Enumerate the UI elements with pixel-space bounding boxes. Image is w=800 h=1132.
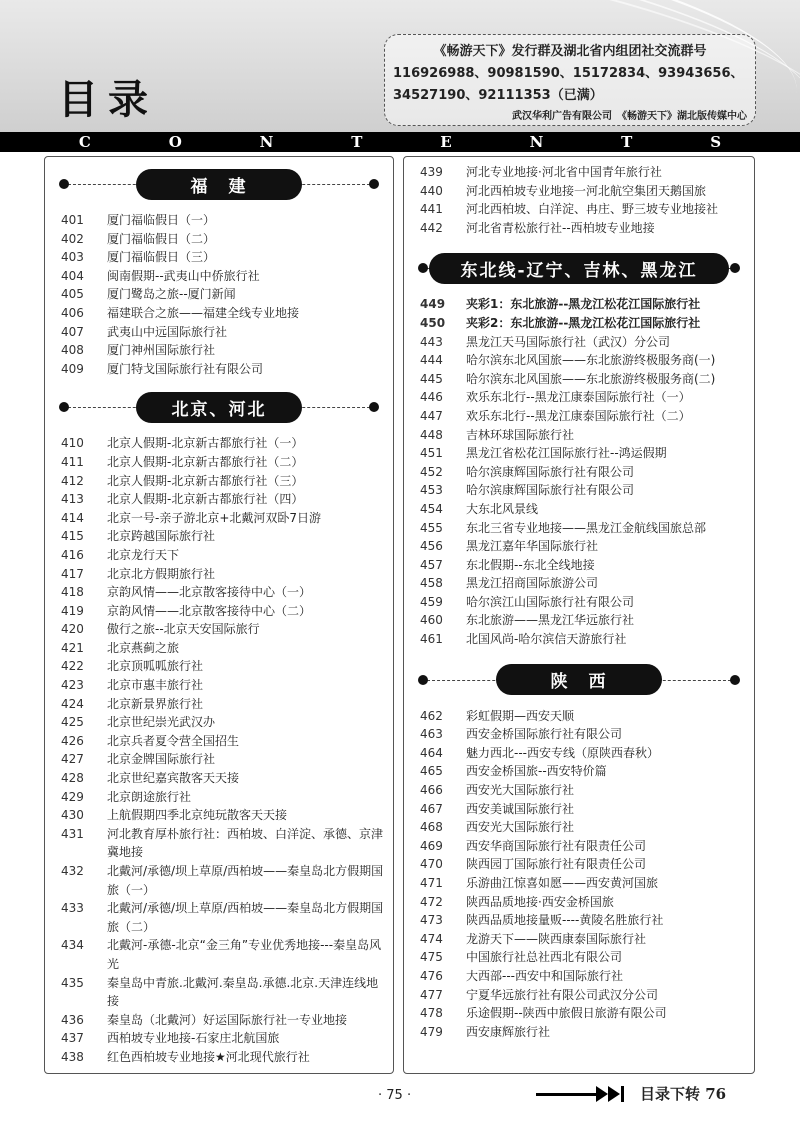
toc-entry[interactable] <box>45 285 393 304</box>
entry-title: 武夷山中远国际旅行社 <box>107 324 228 339</box>
toc-entry[interactable] <box>404 163 754 182</box>
toc-entry[interactable] <box>404 463 754 482</box>
entry-title: 厦门福临假日（二） <box>107 231 216 246</box>
toc-entry[interactable] <box>404 407 754 426</box>
bullet-dot-icon <box>418 263 428 273</box>
toc-entry[interactable] <box>45 899 393 936</box>
entry-page-number: 407 <box>61 324 84 339</box>
toc-entry[interactable] <box>404 725 754 744</box>
bullet-dot-icon <box>418 675 428 685</box>
entry-title: 北京市惠丰旅行社 <box>107 678 204 693</box>
toc-entry[interactable] <box>404 911 754 930</box>
entry-title: 北京金牌国际旅行社 <box>107 752 216 767</box>
entry-page-number: 459 <box>420 594 443 609</box>
entry-title: 北京燕蓟之旅 <box>107 640 180 655</box>
entry-page-number: 428 <box>61 771 84 786</box>
contents-letter: N <box>529 133 544 151</box>
info-line-3: 34527190、92111353（已满） <box>393 88 603 103</box>
entry-page-number: 414 <box>61 510 84 525</box>
entry-title: 北京人假期-北京新古都旅行社（二） <box>107 454 304 469</box>
toc-entry[interactable] <box>45 546 393 565</box>
entry-page-number: 434 <box>61 938 84 953</box>
entry-title: 夹彩1：东北旅游--黑龙江松花江国际旅行社 <box>466 297 701 312</box>
entry-page-number: 411 <box>61 454 84 469</box>
entry-page-number: 419 <box>61 603 84 618</box>
entry-page-number: 470 <box>420 857 443 872</box>
toc-entry[interactable] <box>404 855 754 874</box>
entry-title: 黑龙江省松花江国际旅行社--鸿运假期 <box>466 446 667 461</box>
toc-entry[interactable] <box>45 620 393 639</box>
bullet-dot-icon <box>730 263 740 273</box>
entry-title: 陕西品质地接量贩----黄陵名胜旅行社 <box>466 913 664 928</box>
entry-page-number: 451 <box>420 446 443 461</box>
entry-title: 秦皇岛（北戴河）好运国际旅行社一专业地接 <box>107 1012 348 1027</box>
entry-page-number: 412 <box>61 473 84 488</box>
toc-entry[interactable] <box>45 936 393 973</box>
entry-title: 龙游天下——陕西康泰国际旅行社 <box>466 931 647 946</box>
toc-entry[interactable] <box>45 974 393 1011</box>
toc-entry[interactable] <box>45 1048 393 1067</box>
toc-entry[interactable] <box>45 713 393 732</box>
entry-title: 西柏坡专业地接-石家庄北航国旅 <box>107 1031 280 1046</box>
entry-title: 河北省青松旅行社--西柏坡专业地接 <box>466 220 655 235</box>
entry-page-number: 403 <box>61 250 84 265</box>
entry-page-number: 460 <box>420 613 443 628</box>
entry-page-number: 439 <box>420 165 443 179</box>
entry-title: 北戴河/承德/坝上草原/西柏坡——秦皇岛北方假期国旅（二） <box>107 901 384 934</box>
entry-page-number: 441 <box>420 202 443 217</box>
contents-letter: S <box>710 133 722 151</box>
toc-entry[interactable] <box>404 556 754 575</box>
toc-entry[interactable] <box>404 1023 754 1042</box>
toc-entry[interactable] <box>404 893 754 912</box>
entry-title: 傲行之旅--北京天安国际旅行 <box>107 622 260 637</box>
toc-entry[interactable] <box>404 818 754 837</box>
entry-title: 哈尔滨东北风国旅——东北旅游终极服务商(一) <box>466 353 716 368</box>
entry-page-number: 465 <box>420 764 443 779</box>
entry-title: 哈尔滨康辉国际旅行社有限公司 <box>466 464 635 479</box>
toc-entry[interactable] <box>45 267 393 286</box>
toc-entry[interactable] <box>45 248 393 267</box>
entry-page-number: 442 <box>420 220 443 235</box>
bullet-dot-icon <box>730 675 740 685</box>
contents-letter: C <box>78 133 91 151</box>
entry-title: 厦门神州国际旅行社 <box>107 343 216 358</box>
entry-page-number: 446 <box>420 390 443 405</box>
toc-entry[interactable] <box>45 695 393 714</box>
entry-page-number: 415 <box>61 529 84 544</box>
toc-entry[interactable] <box>404 574 754 593</box>
toc-entry[interactable] <box>45 527 393 546</box>
entry-title: 西安光大国际旅行社 <box>466 783 575 798</box>
entry-page-number: 425 <box>61 715 84 730</box>
entry-title: 东北旅游——黑龙江华远旅行社 <box>466 613 635 628</box>
toc-entry[interactable] <box>404 537 754 556</box>
entry-title: 中国旅行社总社西北有限公司 <box>466 950 623 965</box>
entry-page-number: 417 <box>61 566 84 581</box>
toc-entry[interactable] <box>45 639 393 658</box>
page-title: 目录 <box>58 76 158 123</box>
entry-title: 西安康辉旅行社 <box>466 1024 551 1039</box>
entry-page-number: 447 <box>420 408 443 423</box>
entry-title: 欢乐东北行--黑龙江康泰国际旅行社（二） <box>466 408 691 423</box>
contents-letter: E <box>440 133 452 151</box>
entry-title: 北京龙行天下 <box>107 547 180 562</box>
toc-entry[interactable] <box>45 453 393 472</box>
toc-entry[interactable] <box>404 593 754 612</box>
entry-page-number: 469 <box>420 838 443 853</box>
entry-title: 陕西园丁国际旅行社有限责任公司 <box>466 857 647 872</box>
entry-title: 厦门福临假日（三） <box>107 250 216 265</box>
entry-page-number: 473 <box>420 913 443 928</box>
toc-entry[interactable] <box>404 874 754 893</box>
toc-entry[interactable] <box>404 182 754 201</box>
entry-page-number: 443 <box>420 334 443 349</box>
toc-entry[interactable] <box>404 333 754 352</box>
entry-page-number: 433 <box>61 901 84 916</box>
entry-title: 乐途假期--陕西中旅假日旅游有限公司 <box>466 1006 667 1021</box>
section-title: 东北线-辽宁、吉林、黑龙江 <box>429 253 729 284</box>
entry-page-number: 426 <box>61 733 84 748</box>
entry-page-number: 444 <box>420 353 443 368</box>
toc-entry[interactable] <box>45 323 393 342</box>
toc-entry[interactable] <box>404 630 754 649</box>
entry-title: 北戴河-承德-北京“金三角”专业优秀地接---秦皇岛风光 <box>107 938 382 971</box>
toc-entry[interactable] <box>45 825 393 862</box>
info-footer: 武汉华利广告有限公司 《畅游天下》湖北版传媒中心 <box>512 111 747 122</box>
info-line-2: 116926988、90981590、15172834、93943656、 <box>393 66 744 81</box>
entry-title: 北京世纪嘉宾散客天天接 <box>107 771 240 786</box>
entry-page-number: 457 <box>420 557 443 572</box>
entry-title: 北京北方假期旅行社 <box>107 566 216 581</box>
entry-title: 河北西柏坡、白洋淀、冉庄、野三坡专业地接社 <box>466 202 719 217</box>
toc-entry[interactable] <box>45 750 393 769</box>
entry-page-number: 409 <box>61 361 84 376</box>
entry-page-number: 454 <box>420 501 443 516</box>
arrow-right-icon <box>536 1086 624 1102</box>
entry-page-number: 406 <box>61 305 84 320</box>
entry-page-number: 474 <box>420 931 443 946</box>
entry-page-number: 430 <box>61 808 84 823</box>
entry-title: 上航假期四季北京纯玩散客天天接 <box>107 808 288 823</box>
toc-entry[interactable] <box>404 295 754 314</box>
toc-entry[interactable] <box>404 986 754 1005</box>
entry-title: 黑龙江天马国际旅行社（武汉）分公司 <box>466 334 671 349</box>
entry-title: 秦皇岛中青旅.北戴河.秦皇岛.承德.北京.天津连线地接 <box>107 975 379 1009</box>
entry-page-number: 410 <box>61 436 84 451</box>
entry-page-number: 429 <box>61 789 84 804</box>
entry-title: 哈尔滨江山国际旅行社有限公司 <box>466 594 635 609</box>
entry-page-number: 432 <box>61 864 84 878</box>
entry-title: 夹彩2：东北旅游--黑龙江松花江国际旅行社 <box>466 315 701 330</box>
entry-title: 厦门福临假日（一） <box>107 213 216 227</box>
entry-page-number: 479 <box>420 1024 443 1039</box>
entry-title: 西安美诚国际旅行社 <box>466 801 575 816</box>
entry-page-number: 471 <box>420 876 443 890</box>
toc-entry[interactable] <box>404 837 754 856</box>
entry-page-number: 448 <box>420 427 443 442</box>
entry-page-number: 401 <box>61 213 84 227</box>
contents-letter: N <box>259 133 274 151</box>
entry-title: 东北假期--东北全线地接 <box>466 557 595 572</box>
toc-entry[interactable] <box>404 351 754 370</box>
toc-entry[interactable] <box>45 769 393 788</box>
toc-entry[interactable] <box>404 611 754 630</box>
entry-title: 西安华商国际旅行社有限责任公司 <box>466 838 647 853</box>
toc-entry[interactable] <box>404 519 754 538</box>
entry-page-number: 445 <box>420 371 443 386</box>
entry-page-number: 431 <box>61 826 84 841</box>
entry-page-number: 472 <box>420 894 443 909</box>
toc-entry[interactable] <box>404 1004 754 1023</box>
toc-entry[interactable] <box>45 341 393 360</box>
bullet-dot-icon <box>59 402 69 412</box>
toc-entry[interactable] <box>45 806 393 825</box>
group-info-box <box>384 34 756 126</box>
toc-entry[interactable] <box>45 230 393 249</box>
toc-entry[interactable] <box>404 762 754 781</box>
entry-page-number: 418 <box>61 585 84 600</box>
entry-title: 黑龙江招商国际旅游公司 <box>466 576 599 591</box>
toc-entry[interactable] <box>45 1029 393 1048</box>
entry-page-number: 453 <box>420 483 443 498</box>
entry-page-number: 450 <box>420 315 446 330</box>
entry-title: 西安金桥国际旅行社有限公司 <box>466 727 623 742</box>
entry-page-number: 464 <box>420 745 443 760</box>
entry-title: 河北专业地接·河北省中国青年旅行社 <box>466 165 662 179</box>
toc-entry[interactable] <box>404 744 754 763</box>
entry-page-number: 478 <box>420 1006 443 1021</box>
entry-title: 黑龙江嘉年华国际旅行社 <box>466 539 599 554</box>
entry-title: 北京世纪崇光武汉办 <box>107 715 216 730</box>
entry-title: 河北西柏坡专业地接一河北航空集团天鹅国旅 <box>466 183 707 198</box>
entry-page-number: 420 <box>61 622 84 637</box>
entry-page-number: 440 <box>420 183 443 198</box>
contents-letter: T <box>351 133 363 151</box>
entry-title: 北京跨越国际旅行社 <box>107 529 216 544</box>
right-column <box>403 156 755 1074</box>
entry-page-number: 467 <box>420 801 443 816</box>
toc-entry[interactable] <box>45 360 393 379</box>
entry-page-number: 416 <box>61 547 84 562</box>
toc-entry[interactable] <box>45 472 393 491</box>
entry-title: 魅力西北---西安专线（原陕西春秋） <box>466 745 659 760</box>
entry-title: 大东北风景线 <box>466 501 539 516</box>
entry-page-number: 452 <box>420 464 443 479</box>
toc-entry[interactable] <box>404 948 754 967</box>
entry-title: 闽南假期--武夷山中侨旅行社 <box>107 268 260 283</box>
entry-page-number: 421 <box>61 640 84 655</box>
entry-title: 北戴河/承德/坝上草原/西柏坡——秦皇岛北方假期国旅（一） <box>107 864 384 897</box>
entry-page-number: 449 <box>420 297 446 312</box>
entry-title: 北京朗途旅行社 <box>107 789 192 804</box>
toc-entry[interactable] <box>404 481 754 500</box>
entry-page-number: 424 <box>61 696 84 711</box>
section-header <box>45 386 393 428</box>
toc-entry[interactable] <box>404 800 754 819</box>
entry-title: 西安金桥国旅--西安特价篇 <box>466 764 607 779</box>
entry-page-number: 436 <box>61 1012 84 1027</box>
contents-bar <box>0 132 800 152</box>
bullet-dot-icon <box>59 179 69 189</box>
section-title: 陕 西 <box>496 664 662 695</box>
entry-page-number: 423 <box>61 678 84 693</box>
toc-entry[interactable] <box>45 211 393 230</box>
toc-entry[interactable] <box>404 500 754 519</box>
toc-entry[interactable] <box>404 781 754 800</box>
section-title: 福 建 <box>136 169 302 200</box>
entry-page-number: 475 <box>420 950 443 965</box>
entry-title: 哈尔滨东北风国旅——东北旅游终极服务商(二) <box>466 371 716 386</box>
toc-entry[interactable] <box>45 434 393 453</box>
entry-title: 北京一号-亲子游北京+北戴河双卧7日游 <box>107 510 322 525</box>
toc-entry[interactable] <box>45 490 393 509</box>
entry-page-number: 427 <box>61 752 84 767</box>
toc-entry[interactable] <box>45 602 393 621</box>
toc-entry[interactable] <box>45 304 393 323</box>
toc-entry[interactable] <box>404 967 754 986</box>
entry-page-number: 463 <box>420 727 443 742</box>
toc-entry[interactable] <box>45 1011 393 1030</box>
entry-title: 大西部---西安中和国际旅行社 <box>466 968 623 983</box>
left-column <box>44 156 394 1074</box>
contents-letter: T <box>621 133 633 151</box>
entry-title: 哈尔滨康辉国际旅行社有限公司 <box>466 483 635 498</box>
entry-page-number: 455 <box>420 520 443 535</box>
toc-entry[interactable] <box>45 676 393 695</box>
toc-entry[interactable] <box>45 788 393 807</box>
entry-title: 吉林环球国际旅行社 <box>466 427 575 442</box>
entry-page-number: 405 <box>61 287 84 302</box>
toc-entry[interactable] <box>404 388 754 407</box>
toc-entry[interactable] <box>45 657 393 676</box>
entry-title: 厦门特戈国际旅行社有限公司 <box>107 361 264 376</box>
toc-entry[interactable] <box>45 862 393 899</box>
entry-page-number: 404 <box>61 268 84 283</box>
entry-title: 北京顶呱呱旅行社 <box>107 659 204 674</box>
entry-title: 宁夏华远旅行社有限公司武汉分公司 <box>466 987 659 1002</box>
toc-entry[interactable] <box>45 583 393 602</box>
entry-title: 北国风尚-哈尔滨信天游旅行社 <box>466 632 627 647</box>
entry-title: 乐游曲江惊喜如愿——西安黄河国旅 <box>466 876 659 890</box>
entry-page-number: 438 <box>61 1049 84 1064</box>
section-header <box>45 163 393 205</box>
entry-page-number: 458 <box>420 576 443 591</box>
entry-page-number: 461 <box>420 632 443 647</box>
bullet-dot-icon <box>369 179 379 189</box>
toc-entry[interactable] <box>45 509 393 528</box>
section-title: 北京、河北 <box>136 392 302 423</box>
toc-entry[interactable] <box>404 444 754 463</box>
entry-title: 京韵风情——北京散客接待中心（二） <box>107 603 312 618</box>
entry-page-number: 413 <box>61 492 84 507</box>
entry-title: 红色西柏坡专业地接★河北现代旅行社 <box>107 1049 310 1064</box>
entry-page-number: 422 <box>61 659 84 674</box>
entry-page-number: 466 <box>420 783 443 798</box>
entry-page-number: 476 <box>420 968 443 983</box>
toc-entry[interactable] <box>404 426 754 445</box>
info-line-1: 《畅游天下》发行群及湖北省内组团社交流群号 <box>433 44 707 59</box>
entry-title: 陕西品质地接·西安金桥国旅 <box>466 894 614 909</box>
entry-title: 欢乐东北行--黑龙江康泰国际旅行社（一） <box>466 390 691 405</box>
next-page-link[interactable]: 目录下转 76 <box>640 1085 727 1103</box>
entry-title: 北京人假期-北京新古都旅行社（一） <box>107 436 304 451</box>
entry-title: 彩虹假期—西安天顺 <box>466 708 575 723</box>
toc-entry[interactable] <box>404 219 754 238</box>
entry-page-number: 402 <box>61 231 84 246</box>
entry-page-number: 435 <box>61 975 84 990</box>
entry-title: 河北教育厚朴旅行社：西柏坡、白洋淀、承德、京津冀地接 <box>107 826 384 860</box>
entry-page-number: 456 <box>420 539 443 554</box>
entry-title: 厦门鹭岛之旅--厦门新闻 <box>107 287 236 302</box>
section-header <box>404 247 754 289</box>
toc-entry[interactable] <box>404 200 754 219</box>
entry-title: 京韵风情——北京散客接待中心（一） <box>107 585 312 600</box>
entry-title: 福建联合之旅——福建全线专业地接 <box>107 305 300 320</box>
toc-entry[interactable] <box>45 732 393 751</box>
entry-page-number: 468 <box>420 820 443 835</box>
toc-entry[interactable] <box>404 707 754 726</box>
toc-entry[interactable] <box>404 314 754 333</box>
entry-title: 西安光大国际旅行社 <box>466 820 575 835</box>
bullet-dot-icon <box>369 402 379 412</box>
entry-title: 东北三省专业地接——黑龙江金航线国旅总部 <box>466 520 707 535</box>
page-number: · 75 · <box>378 1088 412 1103</box>
toc-entry[interactable] <box>404 370 754 389</box>
toc-entry[interactable] <box>45 565 393 584</box>
section-header <box>404 659 754 701</box>
entry-title: 北京人假期-北京新古都旅行社（三） <box>107 473 304 488</box>
entry-page-number: 477 <box>420 987 443 1002</box>
entry-title: 北京兵者夏令营全国招生 <box>107 733 240 748</box>
entry-page-number: 437 <box>61 1031 84 1046</box>
toc-entry[interactable] <box>404 930 754 949</box>
entry-title: 北京人假期-北京新古都旅行社（四） <box>107 492 304 507</box>
contents-letter: O <box>168 133 182 151</box>
entry-title: 北京新景界旅行社 <box>107 696 204 711</box>
entry-page-number: 408 <box>61 343 84 358</box>
entry-page-number: 462 <box>420 708 443 723</box>
